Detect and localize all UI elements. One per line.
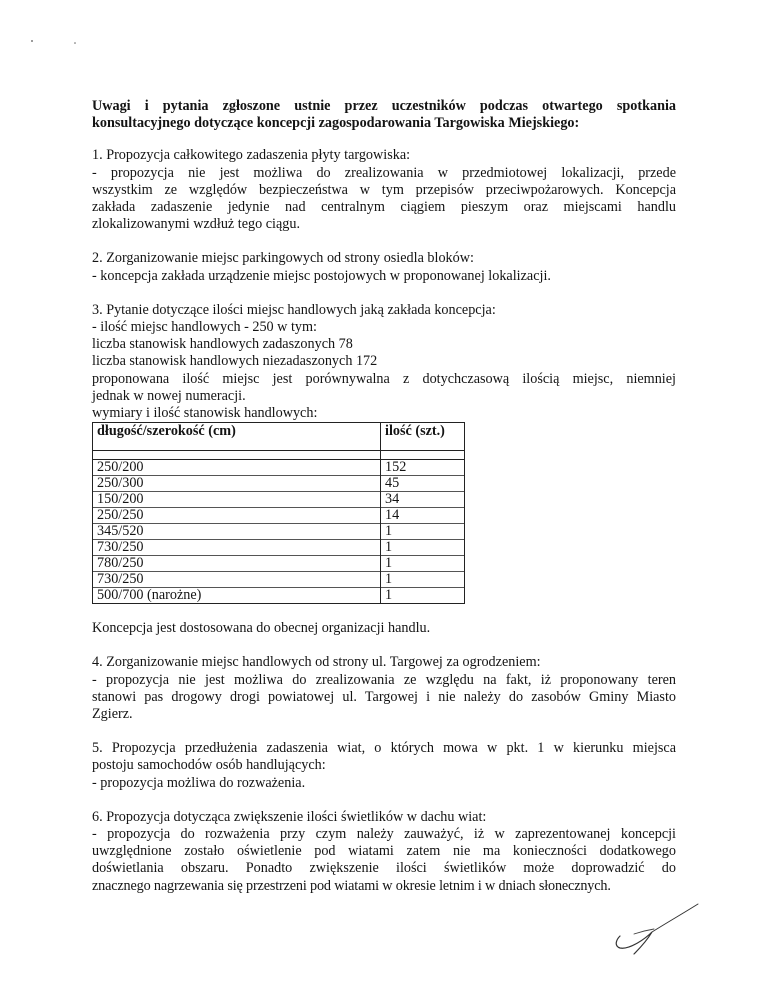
section-1-line: wszystkim ze względów bezpieczeństwa w tym przepisów przeciwpożarowych. Koncepcja bbox=[92, 181, 676, 198]
table-cell-dimensions: 250/300 bbox=[93, 476, 381, 492]
section-3-title: 3. Pytanie dotyczące ilości miejsc handlowych jaką zakłada koncepcja: bbox=[92, 301, 496, 318]
section-3-line: wymiary i ilość stanowisk handlowych: bbox=[92, 405, 318, 422]
table-cell-dimensions: 730/250 bbox=[93, 572, 381, 588]
table-cell-dimensions: 250/250 bbox=[93, 508, 381, 524]
signature bbox=[590, 896, 700, 956]
table-row bbox=[93, 476, 465, 492]
table-row bbox=[93, 540, 465, 556]
table-cell-dimensions: 500/700 (narożne) bbox=[93, 588, 381, 604]
table-cell-quantity: 14 bbox=[381, 508, 465, 524]
table-cell-quantity: 1 bbox=[381, 572, 465, 588]
table-row bbox=[93, 572, 465, 588]
section-5 bbox=[92, 740, 676, 792]
table-cell-quantity: 34 bbox=[381, 492, 465, 508]
table-row bbox=[93, 588, 465, 604]
table-cell-quantity: 1 bbox=[381, 556, 465, 572]
section-3 bbox=[92, 302, 676, 604]
table-cell-quantity: 1 bbox=[381, 540, 465, 556]
section-6-line: doświetlania obszaru. Ponadto zwiększenie ilości świetlików może doprowadzić do bbox=[92, 860, 676, 877]
section-6-line: - propozycja do rozważenia przy czym należy zauważyć, iż w zaprezentowanej koncepcji bbox=[92, 826, 676, 843]
section-6-line: uwzględnione zostało oświetlenie pod wiatami zatem nie ma konieczności dodatkowego bbox=[92, 843, 676, 860]
table-row bbox=[93, 460, 465, 476]
table-header-quantity: ilość (szt.) bbox=[381, 423, 465, 451]
table-cell-quantity: 1 bbox=[381, 588, 465, 604]
section-2-title: 2. Zorganizowanie miejsc parkingowych od strony osiedla bloków: bbox=[92, 250, 474, 267]
section-6-title: 6. Propozycja dotycząca zwiększenie ilości świetlików w dachu wiat: bbox=[92, 808, 487, 825]
table-row bbox=[93, 508, 465, 524]
table-cell-dimensions: 730/250 bbox=[93, 540, 381, 556]
dimensions-table bbox=[92, 422, 465, 604]
document-body bbox=[92, 98, 676, 912]
table-spacer bbox=[93, 451, 465, 460]
section-3-after: Koncepcja jest dostosowana do obecnej organizacji handlu. bbox=[92, 620, 431, 637]
section-3-line: liczba stanowisk handlowych zadaszonych 78 bbox=[92, 336, 353, 353]
section-1-title: 1. Propozycja całkowitego zadaszenia płyty targowiska: bbox=[92, 147, 411, 164]
section-5-title: postoju samochodów osób handlujących: bbox=[92, 757, 326, 774]
section-4-line: - propozycja nie jest możliwa do zrealizowania ze względu na fakt, iż proponowany teren bbox=[92, 671, 676, 688]
section-6-line: znacznego nagrzewania się przestrzeni pod wiatami w okresie letnim i w dniach słonecznych. bbox=[92, 877, 611, 894]
section-6 bbox=[92, 809, 676, 895]
section-1-line: zlokalizowanymi wzdłuż tego ciągu. bbox=[92, 216, 301, 233]
table-cell-quantity: 45 bbox=[381, 476, 465, 492]
table-header-row bbox=[93, 423, 465, 451]
section-5-title: 5. Propozycja przedłużenia zadaszenia wiat, o których mowa w pkt. 1 w kierunku miejsca bbox=[92, 740, 676, 757]
section-3-line: proponowana ilość miejsc jest porównywalna z dotychczasową ilością miejsc, niemniej bbox=[92, 370, 676, 387]
table-cell-dimensions: 250/200 bbox=[93, 460, 381, 476]
section-2-line: - koncepcja zakłada urządzenie miejsc postojowych w proponowanej lokalizacji. bbox=[92, 267, 551, 284]
section-1-line: zakłada zadaszenie jedynie nad centralnym ciągiem pieszym oraz miejscami handlu bbox=[92, 199, 676, 216]
section-2 bbox=[92, 250, 676, 284]
section-4-title: 4. Zorganizowanie miejsc handlowych od strony ul. Targowej za ogrodzeniem: bbox=[92, 654, 541, 671]
table-row bbox=[93, 556, 465, 572]
table-cell-dimensions: 780/250 bbox=[93, 556, 381, 572]
section-3-line: liczba stanowisk handlowych niezadaszonych 172 bbox=[92, 353, 378, 370]
table-row bbox=[93, 492, 465, 508]
section-1 bbox=[92, 147, 676, 233]
table-row bbox=[93, 524, 465, 540]
table-cell-dimensions: 150/200 bbox=[93, 492, 381, 508]
table-cell-quantity: 1 bbox=[381, 524, 465, 540]
table-cell-dimensions: 345/520 bbox=[93, 524, 381, 540]
section-3-conclusion bbox=[92, 620, 676, 637]
scan-specks bbox=[28, 36, 88, 48]
document-heading: Uwagi i pytania zgłoszone ustnie przez uczestników podczas otwartego spotkania konsultacyjnego dotyczące koncepcji zagospodarowania Targowiska Miejskiego: bbox=[92, 98, 676, 132]
section-3-line: - ilość miejsc handlowych - 250 w tym: bbox=[92, 319, 317, 336]
section-5-line: - propozycja możliwa do rozważenia. bbox=[92, 774, 306, 791]
section-4-line: stanowi pas drogowy drogi powiatowej ul. Targowej i nie należy do zasobów Gminy Miasto bbox=[92, 688, 676, 705]
section-3-line: jednak w nowej numeracji. bbox=[92, 387, 246, 404]
table-header-dimensions: długość/szerokość (cm) bbox=[93, 423, 381, 451]
section-4-line: Zgierz. bbox=[92, 706, 133, 723]
section-4 bbox=[92, 654, 676, 723]
section-1-line: - propozycja nie jest możliwa do zrealizowania w przedmiotowej lokalizacji, przede bbox=[92, 164, 676, 181]
table-cell-quantity: 152 bbox=[381, 460, 465, 476]
